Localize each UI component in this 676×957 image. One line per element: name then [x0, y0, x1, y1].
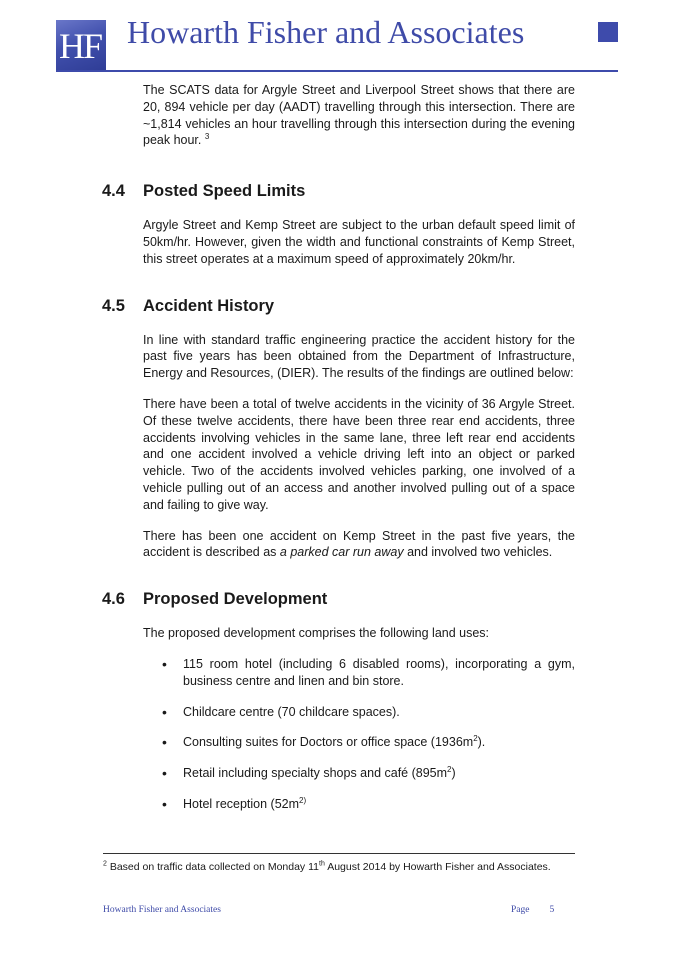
page-number: 5: [549, 905, 555, 915]
speed-paragraph: Argyle Street and Kemp Street are subject to the urban default speed limit of 50km/hr. However, given the width and functional constraints of Kemp Street, this street operates at a maximum speed of approximately 20km/hr.: [143, 218, 575, 266]
accident-paragraph-1: In line with standard traffic engineering practice the accident history for the past five years has been obtained from the Department of Infrastructure, Energy and Resources, (DIER). The results of the findings are outlined below:: [143, 332, 575, 381]
header-divider: [56, 70, 618, 72]
section-number: 4.6: [102, 590, 125, 609]
accident-paragraph-2: There have been a total of twelve accidents in the vicinity of 36 Argyle Street. Of these twelve accidents, there have been three rear end accidents, three accidents involving vehicles in the same lane, three left rear end accidents and one accident involved a vehicle driving left into an object or parked vehicle. Two of the accidents involved vehicles parking, one involved of a vehicle pulling out of an access and another involved pulling out of a space and failing to give way.: [143, 396, 575, 512]
p3-italic: a parked car run away: [279, 545, 404, 560]
list-item: • Retail including specialty shops and café $(895m^2)$: [143, 765, 575, 782]
list-item: • Consulting suites for Doctors or office space $(1936m^2)$.: [143, 734, 575, 751]
intro-paragraph: [143, 82, 575, 149]
section-heading-development: [102, 589, 575, 609]
list-item: • 115 room hotel (including 6 disabled rooms), incorporating a gym, business centre and linen and bin store.: [143, 656, 575, 690]
section-number: 4.5: [102, 296, 125, 315]
intro-text: The SCATS data for Argyle Street and Liverpool Street shows that there are 20, 894 vehicle per day (AADT) travelling through this intersection. There are ~1,814 vehicles an hour travelling through this intersection during the evening peak hour.: [143, 83, 575, 148]
footer-company: Howarth Fisher and Associates: [103, 905, 221, 915]
header-square-decoration: [598, 22, 618, 42]
development-intro: The proposed development comprises the following land uses:: [143, 626, 490, 641]
page-label: Page: [511, 905, 530, 915]
company-title: Howarth Fisher and Associates: [127, 14, 525, 50]
footnote-divider: [103, 853, 575, 854]
p3-end: and involved two vehicles.: [407, 545, 553, 560]
list-item: • Childcare centre (70 childcare spaces).: [143, 704, 575, 721]
land-use-list: [143, 656, 575, 813]
list-item: • Hotel reception ($52m^{2)}$: [143, 796, 575, 813]
section-number: 4.4: [102, 182, 125, 201]
logo-monogram: HF: [59, 26, 102, 66]
accident-paragraph-3: [143, 528, 575, 562]
footnote-marker: 2: [103, 860, 107, 868]
p3-start: There has been one accident on Kemp Street in the past five years, the accident is described as: [143, 528, 575, 560]
section-title: Posted Speed Limits: [143, 182, 306, 201]
section-title: Proposed Development: [143, 590, 328, 609]
company-logo: [56, 20, 106, 70]
footnote-ref: 3: [204, 132, 210, 142]
page-content: [102, 82, 575, 827]
footnote: $^2$ Based on traffic data collected on Monday 11th August 2014 by Howarth Fisher and Associates.: [103, 860, 551, 873]
section-heading-speed: [102, 181, 575, 201]
section-heading-accident: [102, 296, 575, 316]
footer-page: [511, 905, 554, 915]
section-title: Accident History: [143, 296, 275, 315]
